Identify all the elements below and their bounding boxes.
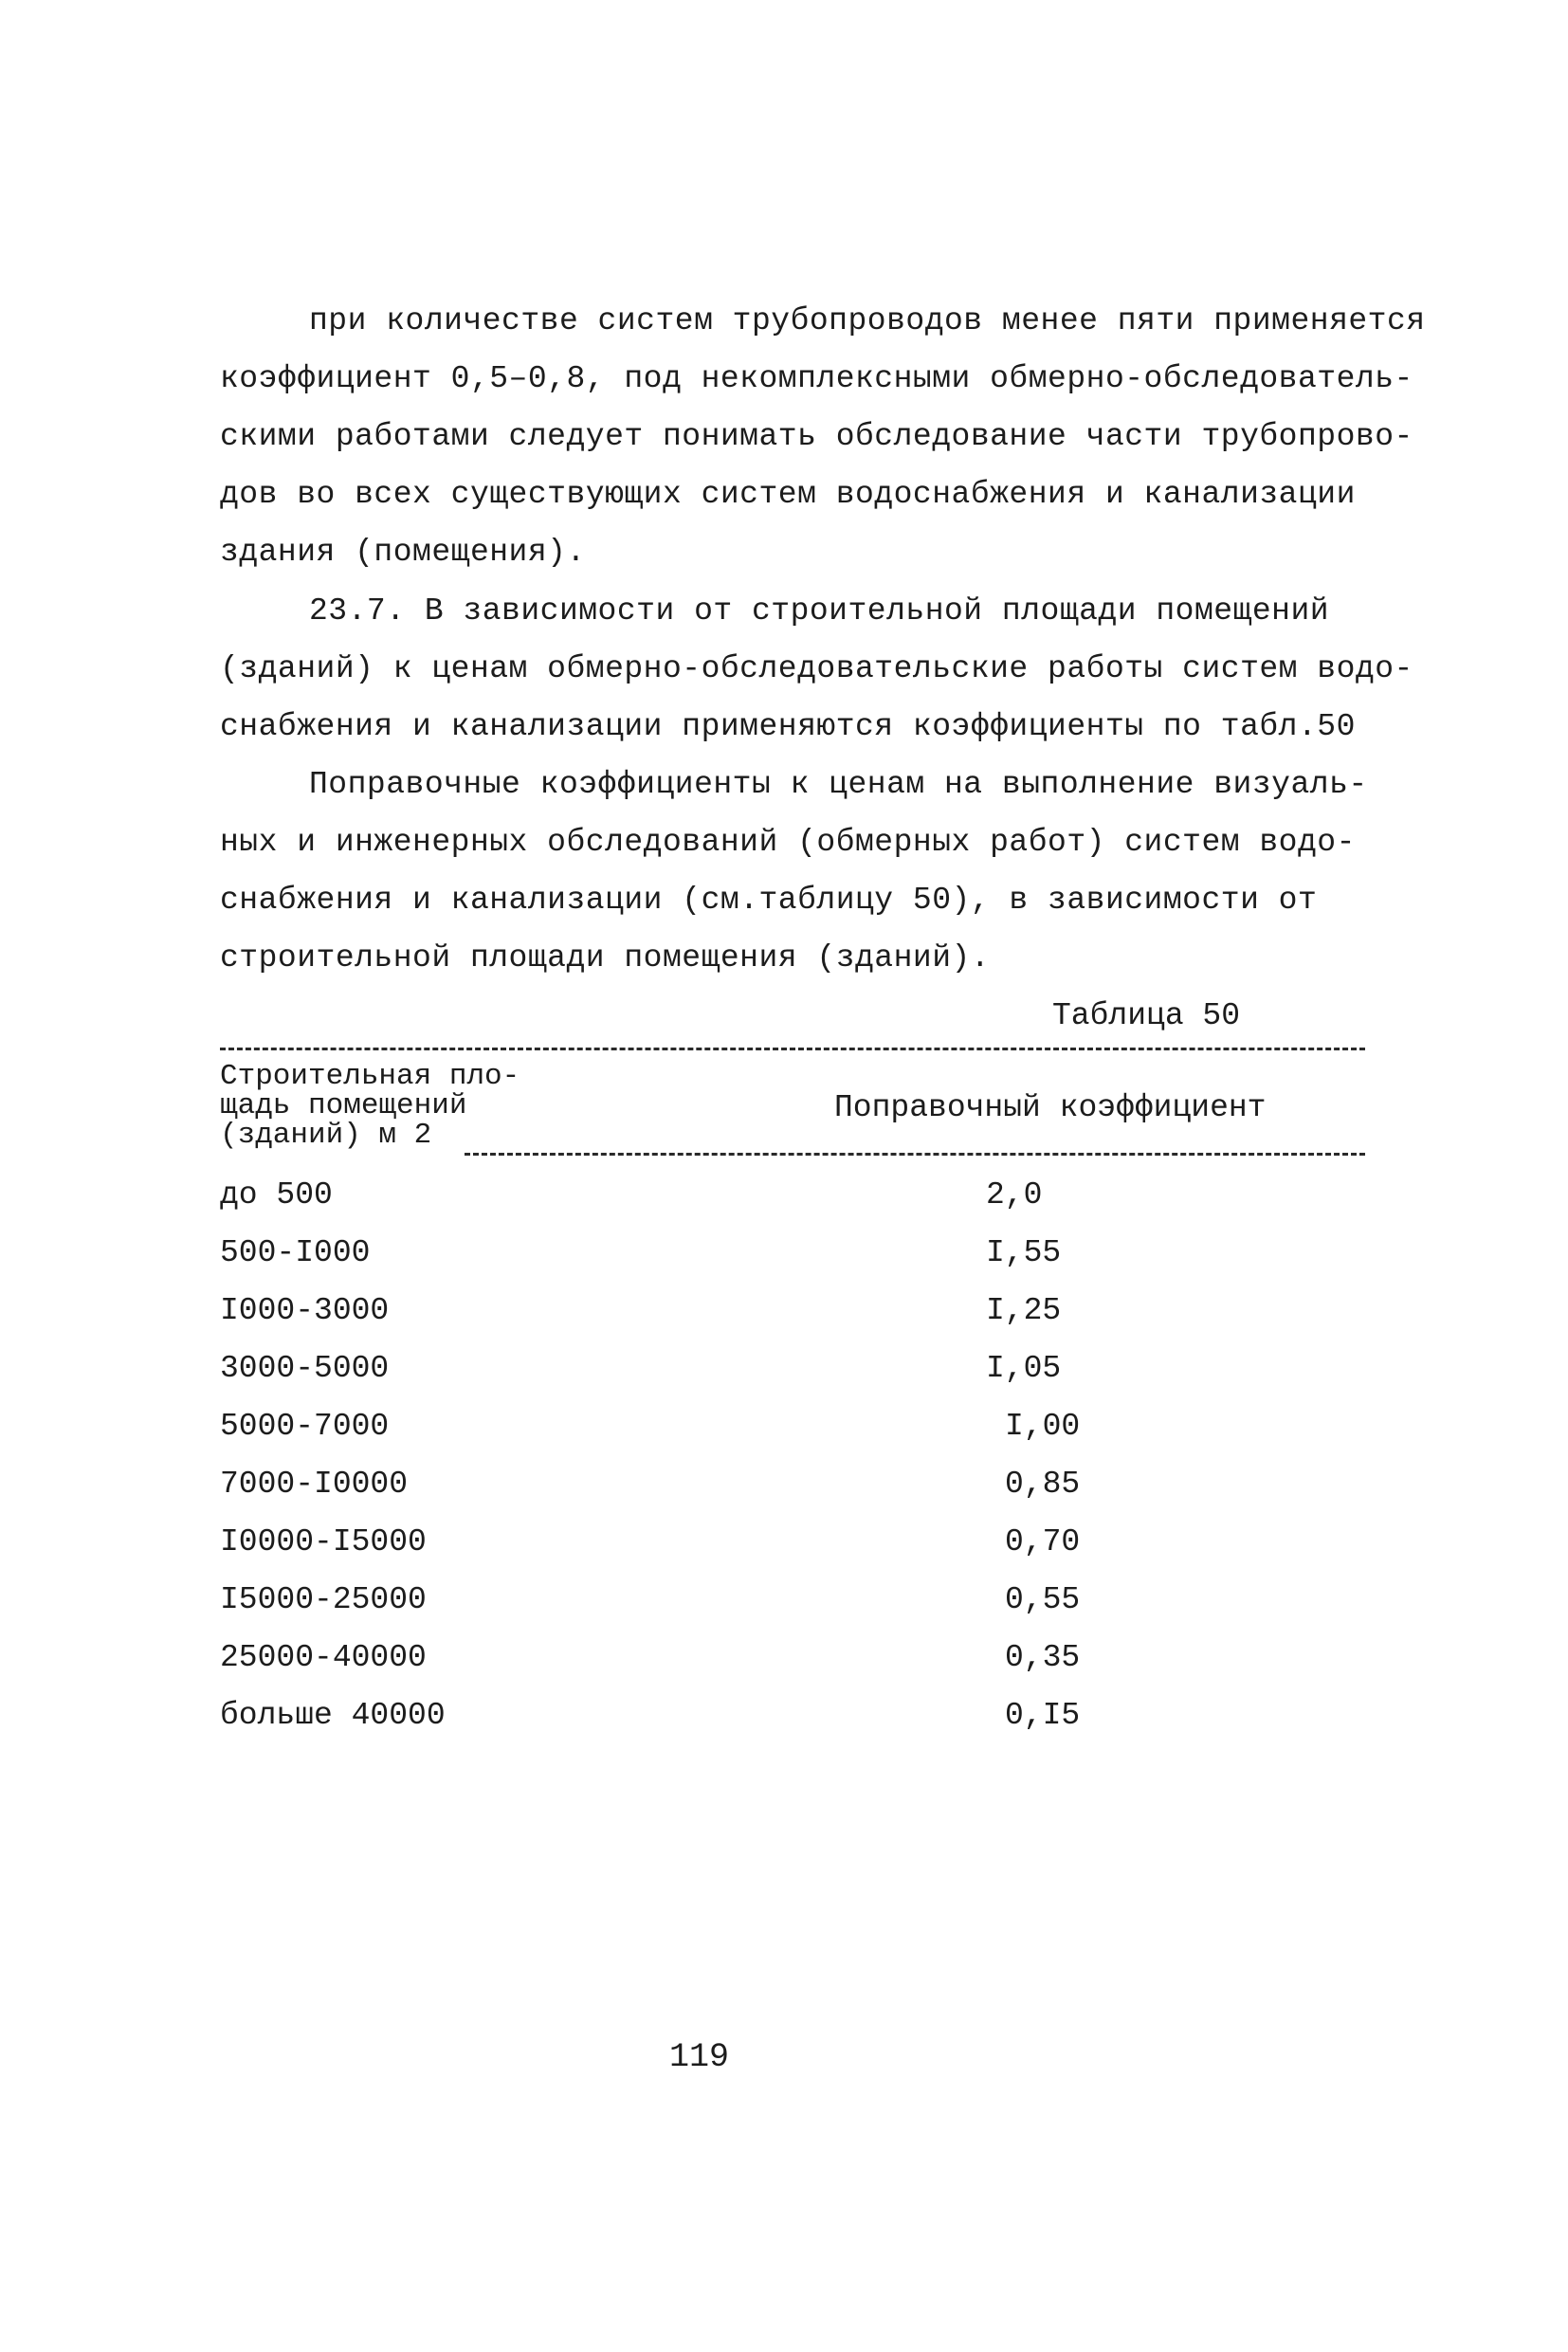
table-row xyxy=(0,1166,1568,1224)
paragraph-3 xyxy=(220,756,1372,987)
area-cell: 25000-40000 xyxy=(220,1640,427,1675)
area-cell: I5000-25000 xyxy=(220,1582,427,1617)
area-cell: больше 40000 xyxy=(220,1698,446,1733)
table-row xyxy=(0,1687,1568,1744)
coef-cell: 2,0 xyxy=(986,1177,1043,1212)
area-cell: 7000-I0000 xyxy=(220,1467,409,1502)
paragraph-line: 23.7. В зависимости от строительной площади помещений xyxy=(309,593,1330,629)
paragraph-line: строительной площади помещения (зданий). xyxy=(220,940,991,975)
paragraph-line: скими работами следует понимать обследование части трубопрово- xyxy=(220,419,1413,454)
area-cell: I000-3000 xyxy=(220,1293,390,1328)
paragraph-line: при количестве систем трубопроводов менее пяти применяется xyxy=(309,303,1426,338)
area-cell: 5000-7000 xyxy=(220,1409,390,1444)
table-row xyxy=(0,1571,1568,1629)
coef-cell: 0,85 xyxy=(1005,1467,1081,1502)
table-row xyxy=(0,1282,1568,1340)
area-cell: до 500 xyxy=(220,1177,333,1212)
paragraph-2 xyxy=(220,582,1413,756)
paragraph-1 xyxy=(220,292,1426,581)
table-row xyxy=(0,1340,1568,1397)
header-line: (зданий) м 2 xyxy=(220,1119,432,1152)
coef-cell: I,00 xyxy=(1005,1409,1081,1444)
page-number: 119 xyxy=(669,2038,730,2076)
paragraph-line: снабжения и канализации применяются коэффициенты по табл.50 xyxy=(220,709,1356,744)
paragraph-line: (зданий) к ценам обмерно-обследовательские работы систем водо- xyxy=(220,651,1413,686)
paragraph-line: ных и инженерных обследований (обмерных работ) систем водо- xyxy=(220,825,1356,860)
table-row xyxy=(0,1397,1568,1455)
coef-cell: 0,70 xyxy=(1005,1524,1081,1559)
header-line: Строительная пло- xyxy=(220,1060,520,1093)
area-cell: 500-I000 xyxy=(220,1235,371,1270)
table-caption: Таблица 50 xyxy=(1052,998,1241,1033)
header-line: щадь помещений xyxy=(220,1089,467,1122)
paragraph-line: снабжения и канализации (см.таблицу 50), в зависимости от xyxy=(220,883,1318,918)
coef-cell: 0,I5 xyxy=(1005,1698,1081,1733)
paragraph-line: коэффициент 0,5–0,8, под некомплексными обмерно-обследователь- xyxy=(220,361,1413,396)
table-row xyxy=(0,1513,1568,1571)
table-header-coefficient: Поправочный коэффициент xyxy=(834,1090,1267,1125)
coef-cell: I,25 xyxy=(986,1293,1062,1328)
paragraph-line: здания (помещения). xyxy=(220,535,586,570)
table-header-area xyxy=(220,1062,520,1150)
paragraph-line: дов во всех существующих систем водоснабжения и канализации xyxy=(220,477,1356,512)
coef-cell: 0,35 xyxy=(1005,1640,1081,1675)
area-cell: I0000-I5000 xyxy=(220,1524,427,1559)
table-row xyxy=(0,1629,1568,1687)
table-row xyxy=(0,1455,1568,1513)
table-row xyxy=(0,1224,1568,1282)
area-cell: 3000-5000 xyxy=(220,1351,390,1386)
table-header-rule xyxy=(465,1153,1365,1156)
coef-cell: 0,55 xyxy=(1005,1582,1081,1617)
paragraph-line: Поправочные коэффициенты к ценам на выполнение визуаль- xyxy=(309,767,1368,802)
coef-cell: I,05 xyxy=(986,1351,1062,1386)
table-top-rule xyxy=(220,1048,1365,1050)
coef-cell: I,55 xyxy=(986,1235,1062,1270)
